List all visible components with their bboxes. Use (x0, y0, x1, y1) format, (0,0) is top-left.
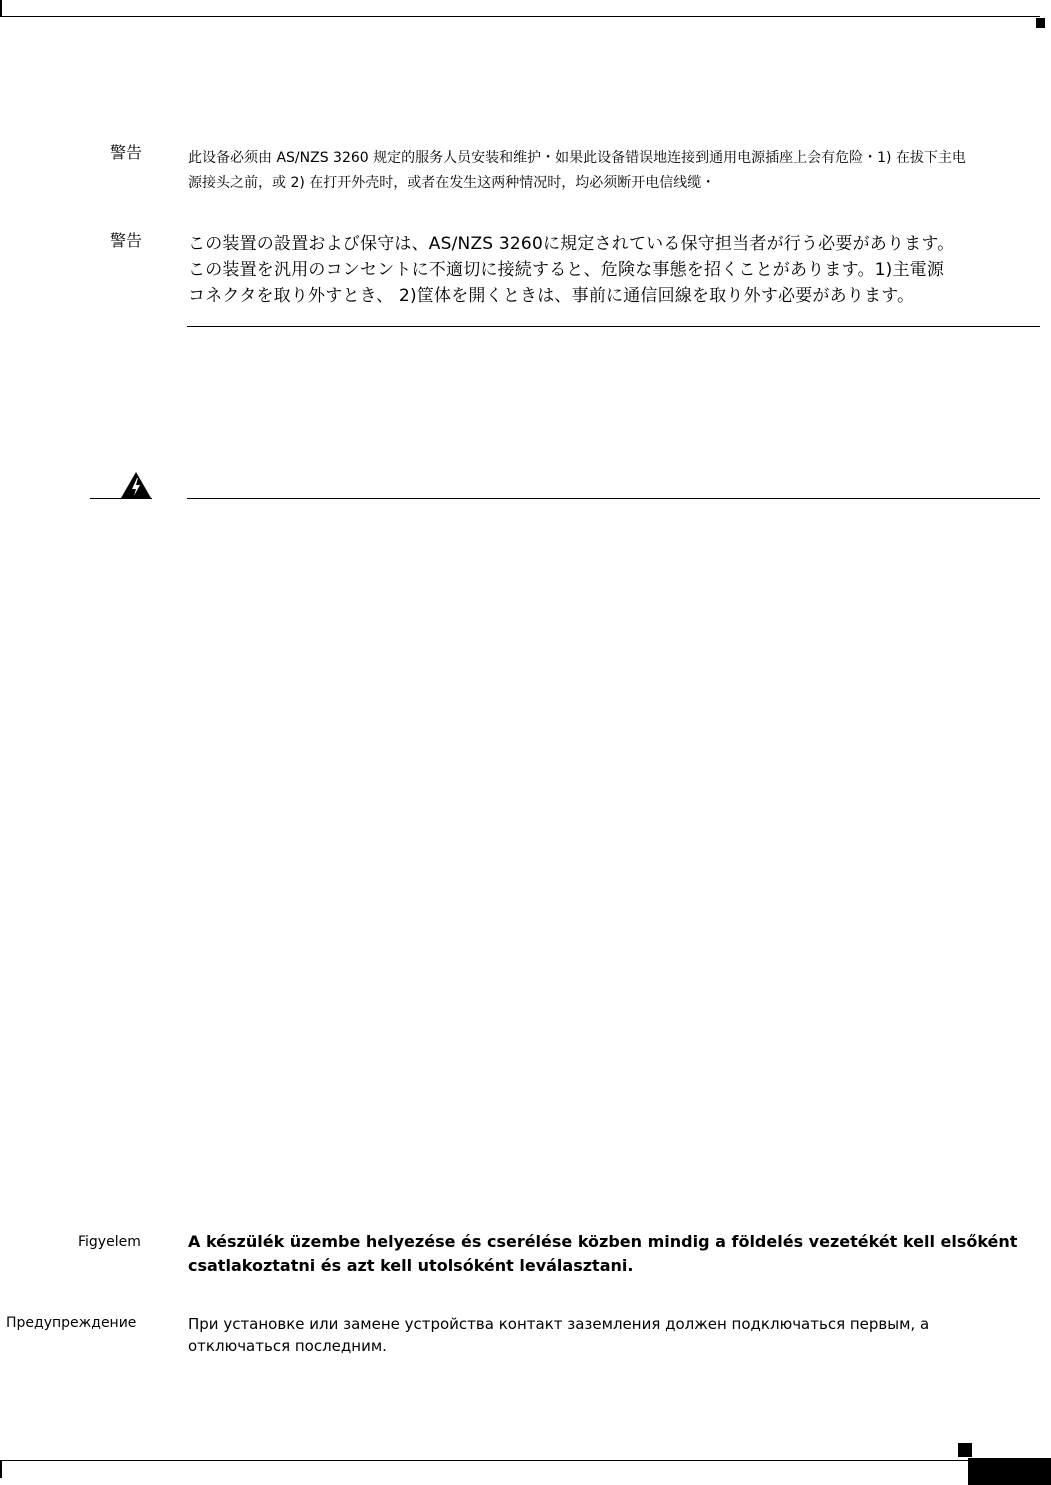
warning-text-hu (188, 1230, 1040, 1278)
warning-rule (187, 498, 1040, 499)
warning-text-ru-line2: отключаться последним. (188, 1337, 387, 1355)
warning-text-ja-line3: コネクタを取り外すとき、 2)筐体を開くときは、事前に通信回線を取り外す必要があります。 (188, 286, 915, 306)
footer-marker (958, 1443, 972, 1457)
warning-text-hu-line1: A készülék üzembe helyezése és cserélése közben mindig a földelés vezetékét kell elsőként (188, 1232, 1018, 1251)
warning-label-hu: Figyelem (78, 1234, 141, 1250)
header-left-tick (0, 0, 2, 16)
warning-label-ru: Предупреждение (6, 1315, 137, 1331)
footer-rule (0, 1460, 968, 1461)
warning-text-zh-line2: 源接头之前，或 2) 在打开外壳时，或者在发生这两种情况时，均必须断开电信线缆・ (188, 175, 716, 191)
warning-text-ja-line2: この装置を汎用のコンセントに不適切に接続すると、危険な事態を招くことがあります。1)主電源 (188, 260, 945, 280)
warning-rule-left (90, 498, 152, 499)
warning-text-hu-line2: csatlakoztatni és azt kell utolsóként leválasztani. (188, 1256, 634, 1275)
warning-text-ru-line1: При установке или замене устройства контакт заземления должен подключаться первым, а (188, 1315, 930, 1333)
warning-text-ru (188, 1313, 1040, 1357)
warning-triangle-icon (120, 471, 152, 499)
header-rule (0, 16, 1040, 17)
warning-label-ja: 警告 (110, 231, 143, 250)
warning-label-zh: 警告 (110, 143, 143, 162)
header-marker (1036, 18, 1045, 28)
warning-text-zh-line1: 此设备必须由 AS/NZS 3260 规定的服务人员安装和维护・如果此设备错误地连接到通用电源插座上会有危险・1) 在拔下主电 (188, 150, 966, 166)
warning-text-zh (188, 146, 1040, 196)
warning-text-ja (188, 231, 1040, 309)
section-divider (187, 326, 1040, 327)
footer-left-tick (0, 1460, 2, 1478)
warning-text-ja-line1: この装置の設置および保守は、AS/NZS 3260に規定されている保守担当者が行う必要があります。 (188, 234, 955, 254)
footer-page-tab (968, 1458, 1051, 1485)
